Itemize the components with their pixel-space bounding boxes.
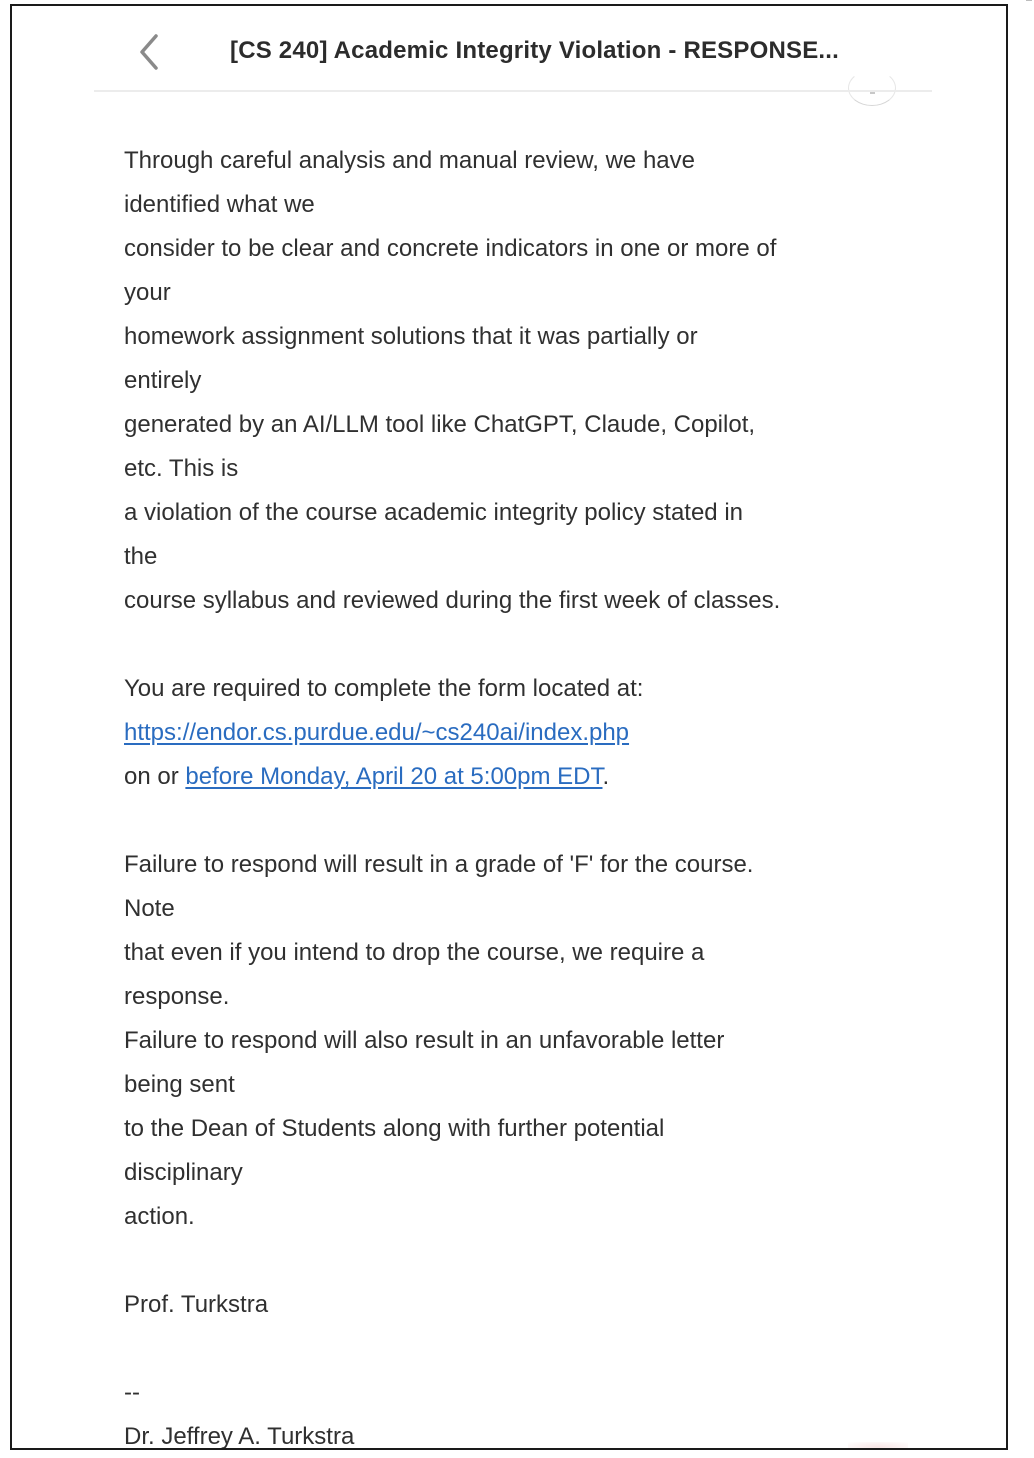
paragraph-spacer: [124, 1327, 924, 1371]
more-options-icon: [870, 92, 875, 94]
body-line: homework assignment solutions that it was partially or: [124, 323, 698, 350]
form-link[interactable]: https://endor.cs.purdue.edu/~cs240ai/index.php: [124, 719, 630, 746]
body-line: Failure to respond will also result in an unfavorable letter: [124, 1027, 725, 1054]
body-line: generated by an AI/LLM tool like ChatGPT, Claude, Copilot,: [124, 411, 756, 438]
deadline-prefix: on or: [124, 763, 186, 790]
email-body: [124, 139, 924, 1450]
body-line: entirely: [124, 367, 202, 394]
chevron-left-icon: [124, 24, 168, 80]
header-divider: [94, 90, 932, 92]
paragraph-violation-notice: [124, 139, 924, 623]
body-line: response.: [124, 983, 230, 1010]
back-button[interactable]: [124, 24, 168, 80]
corner-mark: [1026, 0, 1032, 5]
deadline-line: [124, 755, 924, 799]
body-line: Through careful analysis and manual review, we have: [124, 147, 695, 174]
paragraph-form-instructions: [124, 667, 924, 799]
signature-separator: --: [124, 1379, 140, 1406]
body-line: your: [124, 279, 171, 306]
body-line: Failure to respond will result in a grade of 'F' for the course.: [124, 851, 754, 878]
paragraph-spacer: [124, 623, 924, 667]
body-line: identified what we: [124, 191, 315, 218]
more-options-button[interactable]: [848, 70, 896, 106]
body-line: a violation of the course academic integrity policy stated in: [124, 499, 743, 526]
paragraph-consequences: [124, 843, 924, 1239]
email-subject: [CS 240] Academic Integrity Violation - RESPONSE...: [230, 37, 840, 64]
body-line: action.: [124, 1203, 195, 1230]
signoff: Prof. Turkstra: [124, 1291, 269, 1318]
body-line: disciplinary: [124, 1159, 243, 1186]
paragraph-spacer: [124, 1239, 924, 1283]
body-line: being sent: [124, 1071, 235, 1098]
body-line: to the Dean of Students along with further potential: [124, 1115, 665, 1142]
body-line: the: [124, 543, 158, 570]
decorative-smudge: [848, 1442, 908, 1450]
form-link-line: [124, 711, 924, 755]
form-intro-text: You are required to complete the form located at:: [124, 675, 644, 702]
email-header: [12, 6, 1006, 94]
deadline-link[interactable]: before Monday, April 20 at 5:00pm EDT: [185, 763, 603, 790]
signature-name: Dr. Jeffrey A. Turkstra: [124, 1423, 355, 1450]
screenshot-frame: [10, 4, 1008, 1450]
deadline-suffix: .: [602, 763, 610, 790]
body-line: course syllabus and reviewed during the first week of classes.: [124, 587, 781, 614]
body-line: consider to be clear and concrete indicators in one or more of: [124, 235, 777, 262]
body-line: Note: [124, 895, 175, 922]
paragraph-spacer: [124, 799, 924, 843]
body-line: etc. This is: [124, 455, 239, 482]
body-line: that even if you intend to drop the course, we require a: [124, 939, 705, 966]
